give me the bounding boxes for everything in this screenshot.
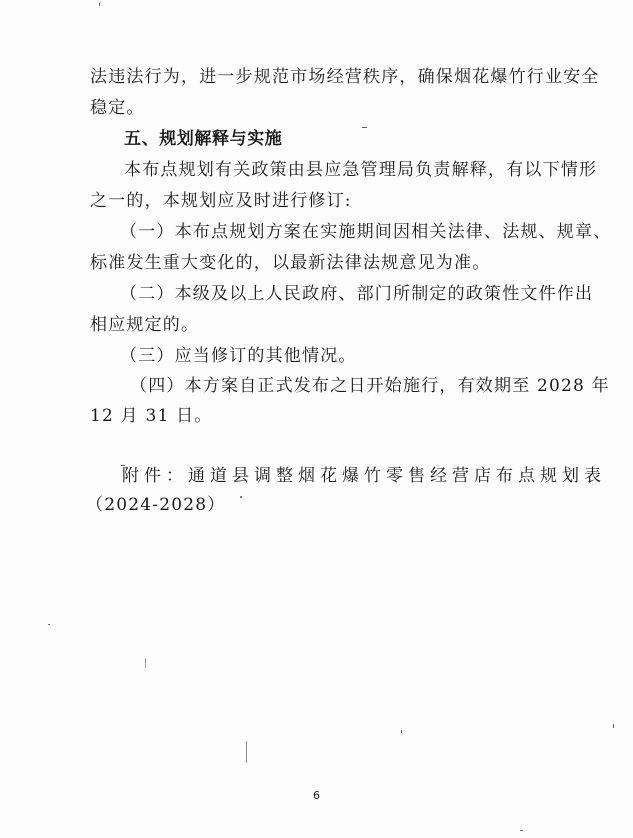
scan-speck <box>99 3 100 6</box>
paragraph-line-5: 之一的，本规划应及时进行修订: <box>90 191 352 211</box>
scan-speck <box>520 830 523 831</box>
scan-speck <box>145 658 146 668</box>
scan-speck <box>362 127 367 128</box>
page-number: 6 <box>313 789 320 802</box>
attachment-years: （2024-2028） <box>86 495 226 515</box>
scan-speck <box>246 741 247 763</box>
scan-speck <box>240 496 242 498</box>
scan-speck <box>121 465 125 466</box>
paragraph-line-6: （一）本布点规划方案在实施期间因相关法律、法规、规章、 <box>120 222 612 242</box>
paragraph-line-10: （三）应当修订的其他情况。 <box>120 346 357 366</box>
scan-speck <box>613 724 614 728</box>
paragraph-line-12: 12 月 31 日。 <box>90 406 213 426</box>
attachment-line: 附件：通道县调整烟花爆竹零售经营店布点规划表 <box>122 466 606 486</box>
paragraph-line-2: 稳定。 <box>90 98 145 118</box>
paragraph-line-1: 法违法行为，进一步规范市场经营秩序，确保烟花爆竹行业安全 <box>90 67 600 87</box>
scan-speck <box>48 624 50 625</box>
scan-speck <box>401 730 402 733</box>
section-heading: 五、规划解释与实施 <box>124 129 283 149</box>
paragraph-line-7: 标准发生重大变化的，以最新法律法规意见为准。 <box>90 253 491 273</box>
paragraph-line-4: 本布点规划有关政策由县应急管理局负责解释，有以下情形 <box>124 160 598 180</box>
paragraph-line-8: （二）本级及以上人民政府、部门所制定的政策性文件作出 <box>120 284 594 304</box>
paragraph-line-11: （四）本方案自正式发布之日开始施行，有效期至 2028 年 <box>130 376 610 396</box>
paragraph-line-9: 相应规定的。 <box>90 315 200 335</box>
